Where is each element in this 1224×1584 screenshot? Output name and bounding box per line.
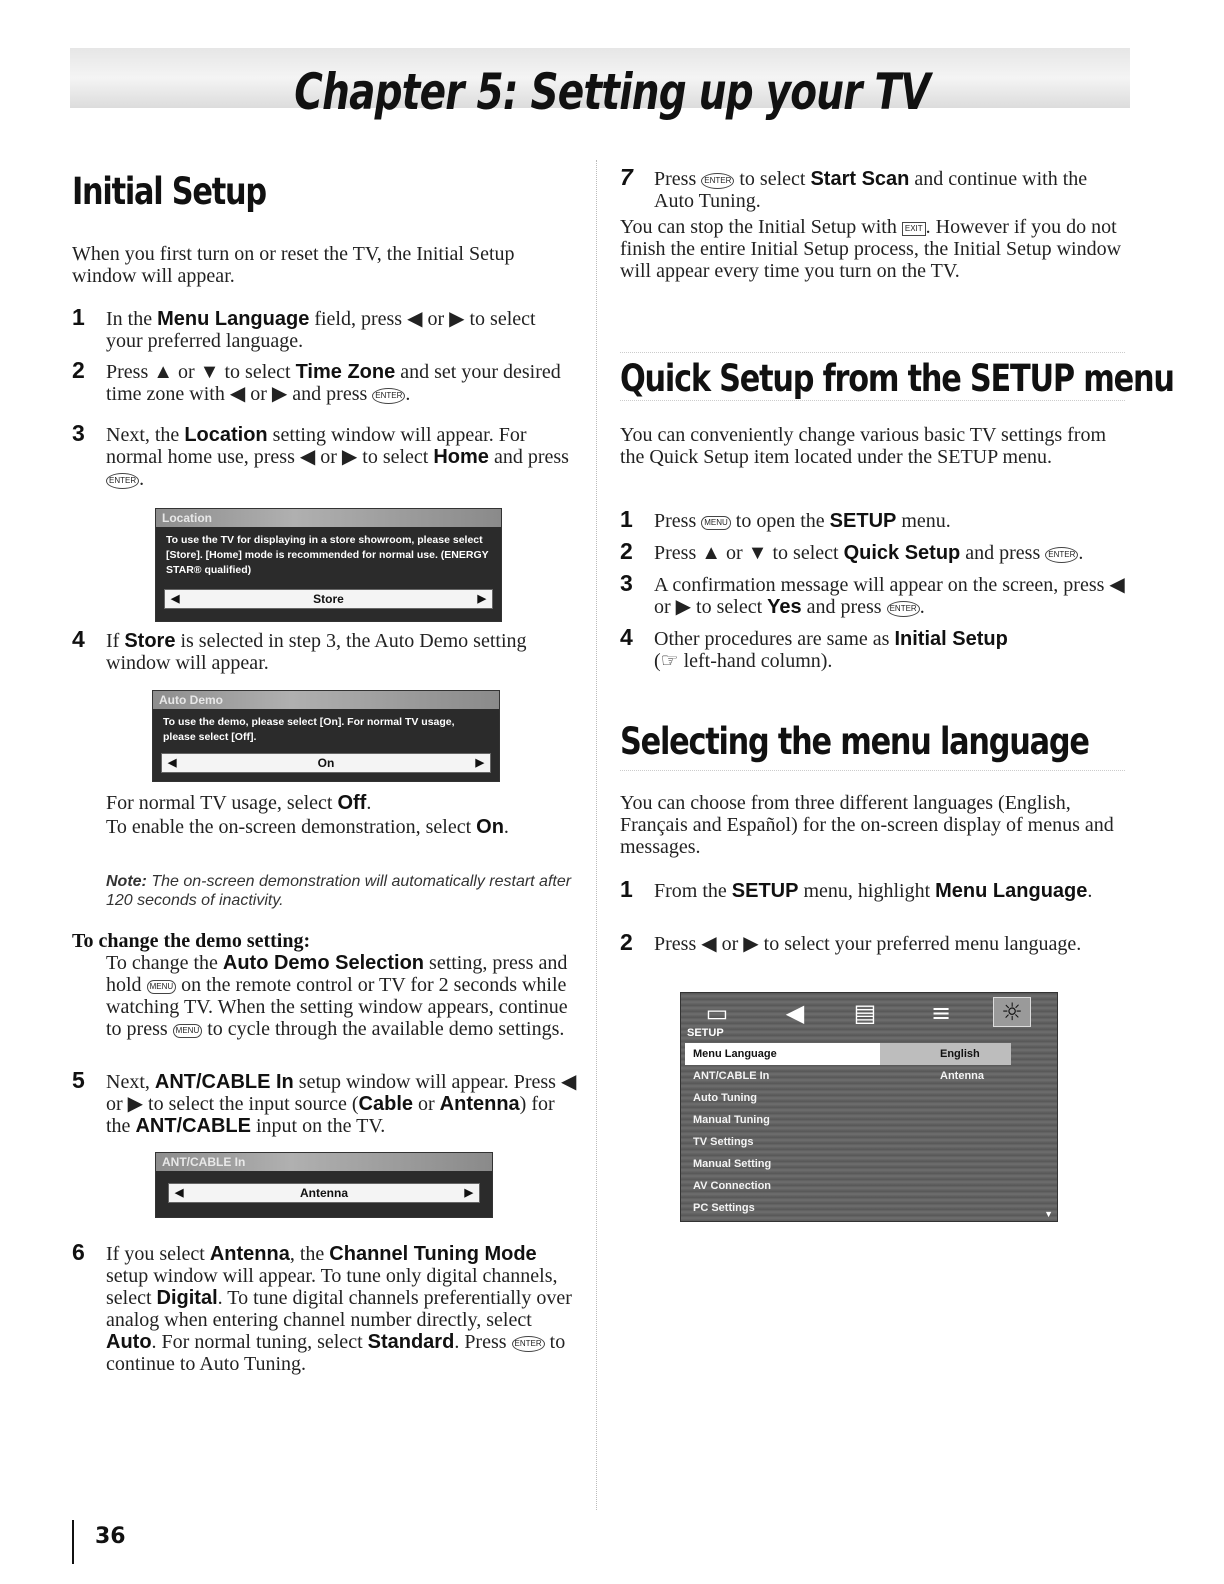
- antcable-screen: [155, 1152, 493, 1218]
- page-number-bar: [72, 1520, 74, 1564]
- dotted-rule: [620, 400, 1125, 401]
- screen-message: To use the TV for displaying in a store showroom, please select [Store]. [Home] mode is recommended for normal use. (ENERGY STAR® qualified): [166, 534, 489, 576]
- quick-setup-intro: You can conveniently change various basic TV settings from the Quick Setup item located under the SETUP menu.: [620, 424, 1107, 468]
- stop-setup-text: You can stop the Initial Setup with EXIT . However if you do not finish the entire Initial Setup process, the Initial Setup window will appear every time you turn on the TV.: [620, 216, 1122, 282]
- step-7: 7 Press ENTER to select Start Scan and continue with the Auto Tuning.: [620, 164, 1088, 212]
- menu-item-label: TV Settings: [693, 1136, 754, 1148]
- language-step-1: 1 From the SETUP menu, highlight Menu Language.: [620, 876, 1093, 902]
- menu-button-icon: MENU: [173, 1024, 203, 1038]
- setup-section-label: SETUP: [687, 1027, 724, 1039]
- setup-menu-item[interactable]: [685, 1131, 1011, 1153]
- menu-item-label: Menu Language: [693, 1048, 777, 1060]
- menu-item-value: Antenna: [940, 1070, 984, 1082]
- chapter-title: Chapter 5: Setting up your TV: [294, 63, 930, 121]
- setup-menu-item[interactable]: [685, 1043, 1011, 1065]
- setup-menu-item[interactable]: [685, 1065, 1011, 1087]
- step-5: 5 Next, ANT/CABLE In setup window will appear. Press ◀ or ▶ to select the input source (Cable or Antenna) for the ANT/CABLE input on the TV.: [72, 1067, 577, 1137]
- step-number: 1: [620, 876, 633, 902]
- screen-title: Location: [156, 509, 501, 527]
- location-selector[interactable]: ◀ Store ▶: [164, 589, 493, 609]
- enter-button-icon: ENTER: [512, 1336, 545, 1352]
- step-number: 1: [72, 304, 85, 330]
- setup-menu-screen: [680, 992, 1058, 1222]
- menu-item-label: AV Connection: [693, 1180, 772, 1192]
- autodemo-selector[interactable]: ◀ On ▶: [161, 753, 491, 773]
- step-6: 6 If you select Antenna, the Channel Tuning Mode setup window will appear. To tune only digital channels, select Digital. To tune digital channels preferentially over analog when entering channel number directly, select Auto. For normal tuning, select Standard. Press ENTER to continue to Auto Tuning.: [72, 1239, 572, 1375]
- column-divider: [596, 160, 597, 1510]
- setup-menu-item[interactable]: [685, 1153, 1011, 1175]
- screen-title: ANT/CABLE In: [156, 1153, 492, 1171]
- quick-step-4: 4 Other procedures are same as Initial Setup (☞ left-hand column).: [620, 624, 1008, 672]
- step-number: 2: [72, 357, 85, 383]
- setup-menu-item[interactable]: [685, 1087, 1011, 1109]
- preferences-menu-icon[interactable]: ▤: [853, 999, 877, 1027]
- step-number: 2: [620, 538, 633, 564]
- antcable-selector[interactable]: ◀ Antenna ▶: [168, 1183, 480, 1203]
- menu-item-label: PC Settings: [693, 1202, 755, 1214]
- setup-menu-item[interactable]: [685, 1175, 1011, 1197]
- step-number: 3: [620, 570, 633, 596]
- initial-setup-intro: When you first turn on or reset the TV, the Initial Setup window will appear.: [72, 243, 515, 287]
- menu-item-label: ANT/CABLE In: [693, 1070, 770, 1082]
- menu-button-icon: MENU: [701, 516, 731, 530]
- step-number: 4: [72, 626, 85, 652]
- step-number: 5: [72, 1067, 85, 1093]
- menu-item-value: English: [940, 1048, 980, 1060]
- right-arrow-icon: ▶: [464, 1187, 473, 1199]
- menu-button-icon: MENU: [147, 980, 177, 994]
- right-arrow-icon: ▶: [475, 757, 484, 769]
- note: Note: The on-screen demonstration will automatically restart after 120 seconds of inactivity.: [106, 873, 572, 909]
- heading-menu-language: Selecting the menu language: [620, 720, 1089, 763]
- right-arrow-icon: ▶: [477, 593, 486, 605]
- dotted-rule: [620, 770, 1125, 771]
- setup-menu-icon[interactable]: ☼: [993, 997, 1031, 1027]
- step-number: 2: [620, 929, 633, 955]
- enter-button-icon: ENTER: [106, 473, 139, 489]
- step-number: 3: [72, 420, 85, 446]
- picture-menu-icon[interactable]: ▭: [705, 999, 729, 1027]
- heading-initial-setup: Initial Setup: [72, 170, 266, 213]
- enter-button-icon: ENTER: [887, 601, 920, 617]
- enter-button-icon: ENTER: [701, 173, 734, 189]
- step-2: 2 Press ▲ or ▼ to select Time Zone and set your desired time zone with ◀ or ▶ and press ENTER .: [72, 357, 561, 405]
- step-number: 6: [72, 1239, 85, 1265]
- menu-item-label: Manual Tuning: [693, 1114, 770, 1126]
- left-arrow-icon: ◀: [175, 1187, 184, 1199]
- demo-setting-heading: To change the demo setting:: [72, 930, 311, 952]
- quick-step-3: 3 A confirmation message will appear on the screen, press ◀ or ▶ to select Yes and press ENTER .: [620, 570, 1125, 618]
- setup-menu-item[interactable]: [685, 1109, 1011, 1131]
- screen-message: To use the demo, please select [On]. For normal TV usage, please select [Off].: [163, 716, 455, 743]
- step-1: 1 In the Menu Language field, press ◀ or ▶ to select your preferred language.: [72, 304, 536, 352]
- screen-title: Auto Demo: [153, 691, 499, 709]
- menu-item-label: Auto Tuning: [693, 1092, 757, 1104]
- step-number: 1: [620, 506, 633, 532]
- quick-step-1: 1 Press MENU to open the SETUP menu.: [620, 506, 951, 532]
- demo-setting-text: To change the Auto Demo Selection setting, press and hold MENU on the remote control or TV for 2 seconds while watching TV. When the setting window appears, continue to press MENU to cycle through the available demo settings.: [106, 952, 568, 1040]
- enter-button-icon: ENTER: [1045, 547, 1078, 563]
- step-3: 3 Next, the Location setting window will appear. For normal home use, press ◀ or ▶ to select Home and press ENTER .: [72, 420, 569, 490]
- scroll-down-icon[interactable]: ▼: [1044, 1209, 1053, 1219]
- exit-button-icon: EXIT: [902, 222, 926, 236]
- page-number: 36: [95, 1524, 126, 1549]
- locks-menu-icon[interactable]: ≡: [930, 999, 952, 1027]
- quick-step-2: 2 Press ▲ or ▼ to select Quick Setup and press ENTER .: [620, 538, 1084, 564]
- left-arrow-icon: ◀: [168, 757, 177, 769]
- on-instruction: To enable the on-screen demonstration, select On.: [106, 816, 509, 838]
- left-arrow-icon: ◀: [171, 593, 180, 605]
- menu-item-label: Manual Setting: [693, 1158, 772, 1170]
- enter-button-icon: ENTER: [372, 388, 405, 404]
- location-screen: [155, 508, 502, 622]
- step-number: 7: [620, 164, 633, 190]
- language-step-2: 2 Press ◀ or ▶ to select your preferred menu language.: [620, 929, 1082, 955]
- dotted-rule: [620, 352, 1125, 353]
- autodemo-screen: [152, 690, 500, 782]
- audio-menu-icon[interactable]: ◀: [785, 999, 805, 1027]
- setup-menu-item[interactable]: [685, 1197, 1011, 1219]
- step-number: 4: [620, 624, 633, 650]
- step-4: 4 If Store is selected in step 3, the Auto Demo setting window will appear.: [72, 626, 527, 674]
- off-instruction: For normal TV usage, select Off.: [106, 792, 372, 814]
- menu-language-intro: You can choose from three different languages (English, Français and Español) for the on-screen display of menus and messages.: [620, 792, 1114, 858]
- heading-quick-setup: Quick Setup from the SETUP menu: [620, 357, 1174, 400]
